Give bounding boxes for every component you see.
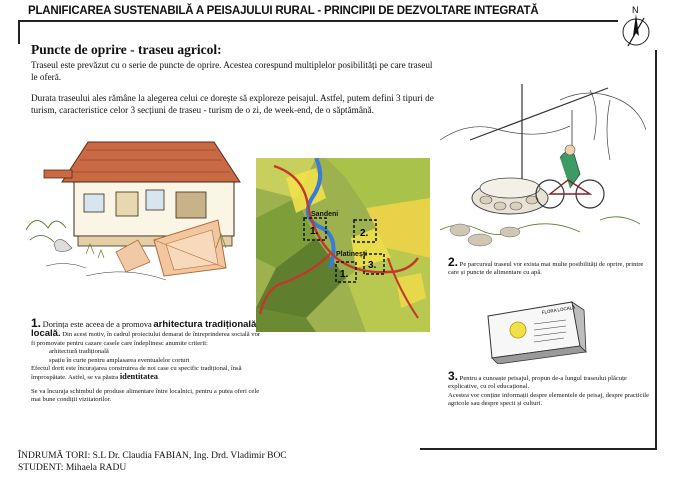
section-1-body2 — [31, 365, 263, 383]
section-3-text2: Acestea vor conține informații despre elementele de peisaj, despre practicile agricole sau despre specii și culturi. — [448, 391, 650, 408]
map-marker-2: 2. — [360, 228, 369, 239]
student-line: STUDENT: Mihaela RADU — [18, 462, 127, 473]
page-title: PLANIFICAREA SUSTENABILĂ A PEISAJULUI RURAL - PRINCIPII DE DEZVOLTARE INTEGRATĂ — [28, 5, 539, 17]
section-1-body: Din acest motiv, în cadrul proiectului demarat de întreprinderea socială vor fi promovate pentru cazare casele care îndeplinesc anumite criterii: — [31, 331, 261, 347]
educational-sign-sketch — [468, 300, 600, 364]
map-label-village1: Sandeni — [311, 211, 339, 218]
intro-paragraph-1: Traseul este prevăzut cu o serie de puncte de oprire. Acestea corespund multiplelor posibilități pe care traseul le oferă. — [31, 60, 433, 82]
sign-title: FLORA LOCALĂ — [541, 304, 576, 315]
north-arrow-icon — [618, 2, 658, 50]
section-1-list-item: arhitectură tradițională — [49, 348, 109, 356]
map-marker-1: 1. — [310, 226, 319, 237]
map-marker-3: 1. — [340, 269, 349, 280]
coordinators-line: ÎNDRUMĂ TORI: S.L Dr. Claudia FABIAN, Ing. Drd. Vladimir BOC — [18, 451, 287, 461]
map-label-village2: Platinești — [336, 251, 368, 258]
route-map — [256, 158, 430, 332]
map-marker-4: 3. — [368, 260, 377, 271]
well-cyclist-sketch — [440, 80, 646, 256]
section-2-number: 2. — [448, 255, 459, 269]
section-1-body2-end: . — [157, 374, 160, 382]
traditional-house-sketch — [26, 136, 250, 286]
section-1-body3: Se va încuraja schimbul de produse alimentare între localnici, pentru a putea oferi cele mai bune condiții vizitatorilor. — [31, 387, 260, 404]
frame-right-line — [655, 50, 657, 448]
credits-footer — [18, 451, 287, 474]
section-1-lead: Dorința este aceea de a promova — [42, 320, 152, 329]
section-2 — [448, 255, 653, 278]
section-1-body2-text: Efectul dorit este încurajarea construirea de noi case cu specific tradițional, însă împrospătate. Astfel, se va păstra — [31, 365, 242, 382]
frame-top-line — [18, 20, 618, 22]
section-2-text: Pe parcursul traseul vor exista mai multe posibilități de oprire, printre care și puncte de alimentare cu apă. — [448, 261, 644, 277]
section-1-number: 1. — [31, 316, 42, 330]
frame-left-line — [18, 20, 20, 44]
section-3 — [448, 369, 653, 409]
section-3-text1: Pentru a cunoaște peisajul, propun de-a lungul traseului plăcuțe explicative, cu rol educațional. — [448, 375, 627, 391]
frame-bottom-line — [420, 448, 657, 450]
section-subtitle: Puncte de oprire - traseu agricol: — [31, 42, 222, 57]
section-1-heading — [31, 316, 263, 348]
section-1-body2-bold: identitatea — [119, 372, 158, 382]
compass-letter: N — [632, 5, 639, 15]
section-1 — [31, 316, 263, 405]
section-3-number: 3. — [448, 369, 459, 383]
intro-paragraph-2: Durata traseului ales rămâne la alegerea celui ce dorește să exploreze peisajul. Astfel, putem defini 3 tipuri de turism, caracteristice celor 3 secțiuni de traseu - turism de o zi, de week-end, de o săptămână. — [31, 93, 434, 115]
section-1-lead-bold: arhitectura tradițională locală. — [31, 319, 257, 340]
intro-text — [31, 60, 441, 126]
section-1-list-item: spațiu în curte pentru amplasarea eventualelor corturi — [49, 356, 190, 364]
